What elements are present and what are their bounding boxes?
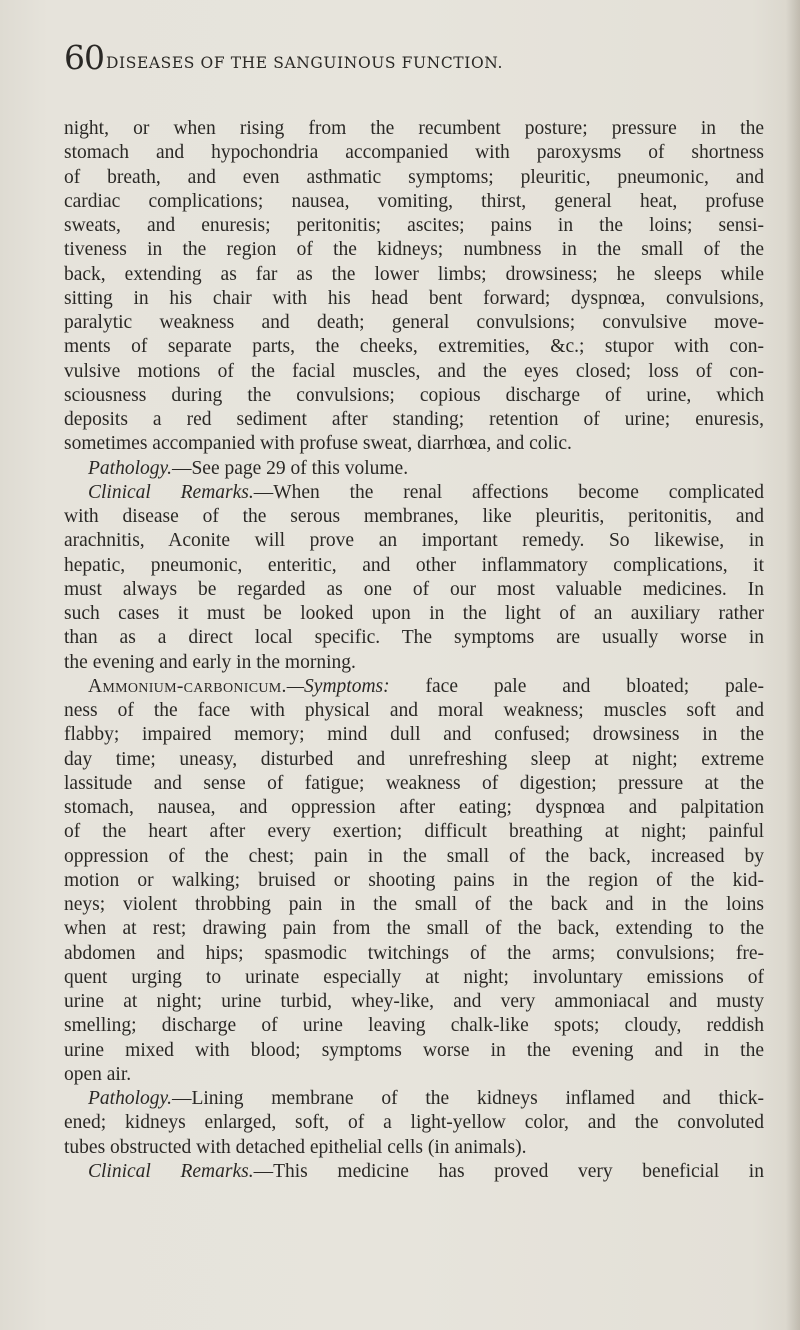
- text-line: tubes obstructed with detached epithelial cells (in animals).: [64, 1136, 527, 1158]
- text-line: cardiac complications; nausea, vomiting, thirst, general heat, profuse: [64, 190, 764, 212]
- clinical-remarks-first-line: [64, 1160, 764, 1184]
- text-line: neys; violent throbbing pain in the small of the back and in the loins: [64, 894, 764, 915]
- text-line: paralytic weakness and death; general convulsions; convulsive move-: [64, 312, 764, 333]
- text-line: must always be regarded as one of our most valuable medicines. In: [64, 578, 764, 600]
- text-line: ness of the face with physical and moral weakness; muscles soft and: [64, 700, 764, 721]
- pathology-text: —See page 29 of this volume.: [171, 457, 409, 479]
- page-edge-shadow: [786, 0, 800, 1330]
- text-line: hepatic, pneumonic, enteritic, and other inflammatory complications, it: [64, 554, 764, 576]
- symptoms-text: face pale and bloated; pale-: [389, 675, 764, 697]
- text-line: tiveness in the region of the kidneys; numbness in the small of the: [64, 239, 764, 261]
- text-line: urine mixed with blood; symptoms worse in the evening and in the: [64, 1039, 764, 1061]
- remedy-name: Ammonium-carbonicum.: [88, 675, 287, 697]
- text-line: ened; kidneys enlarged, soft, of a light-yellow color, and the convoluted: [64, 1112, 764, 1134]
- text-line: lassitude and sense of fatigue; weakness of digestion; pressure at the: [64, 772, 764, 794]
- remedy-first-line: [64, 675, 764, 699]
- clinical-remarks-heading: Clinical Remarks.: [88, 481, 254, 503]
- pathology-heading: Pathology.: [88, 457, 172, 479]
- text-line: back, extending as far as the lower limbs; drowsiness; he sleeps while: [64, 263, 764, 285]
- clinical-remarks-text: —This medicine has proved very beneficial in: [253, 1160, 764, 1182]
- running-head: DISEASES OF THE SANGUINOUS FUNCTION.: [106, 54, 503, 72]
- symptoms-heading: —Symptoms:: [286, 675, 390, 697]
- text-line: quent urging to urinate especially at night; involuntary emissions of: [64, 966, 764, 988]
- page-header: [64, 38, 754, 78]
- clinical-remarks-first-line: [64, 481, 764, 505]
- pathology-first-line: [64, 1087, 764, 1111]
- text-line: flabby; impaired memory; mind dull and confused; drowsiness in the: [64, 724, 764, 746]
- text-line: night, or when rising from the recumbent posture; pressure in the: [64, 118, 764, 139]
- text-line: arachnitis, Aconite will prove an important remedy. So likewise, in: [64, 530, 764, 552]
- pathology-paragraph: [64, 457, 764, 481]
- text-line: of the heart after every exertion; difficult breathing at night; painful: [64, 821, 764, 843]
- text-line: stomach, nausea, and oppression after eating; dyspnœa and palpitation: [64, 797, 764, 818]
- text-line: than as a direct local specific. The symptoms are usually worse in: [64, 627, 764, 649]
- text-line: smelling; discharge of urine leaving chalk-like spots; cloudy, reddish: [64, 1015, 764, 1037]
- text-line: sweats, and enuresis; peritonitis; ascites; pains in the loins; sensi-: [64, 215, 764, 236]
- text-line: such cases it must be looked upon in the light of an auxiliary rather: [64, 603, 764, 624]
- pathology-text: —Lining membrane of the kidneys inflamed and thick-: [171, 1088, 764, 1109]
- clinical-remarks-text: —When the renal affections become complicated: [253, 481, 764, 503]
- text-line: open air.: [64, 1063, 132, 1085]
- text-line: urine at night; urine turbid, whey-like, and very ammoniacal and musty: [64, 991, 764, 1012]
- text-line: with disease of the serous membranes, like pleuritis, peritonitis, and: [64, 506, 764, 527]
- body-text: [64, 117, 764, 1184]
- text-line: abdomen and hips; spasmodic twitchings of the arms; convulsions; fre-: [64, 942, 764, 964]
- text-line: of breath, and even asthmatic symptoms; pleuritic, pneumonic, and: [64, 166, 764, 188]
- text-line: deposits a red sediment after standing; retention of urine; enuresis,: [64, 409, 764, 430]
- page-number: 60: [64, 38, 104, 77]
- text-line: stomach and hypochondria accompanied with paroxysms of shortness: [64, 142, 764, 164]
- text-line: oppression of the chest; pain in the small of the back, increased by: [64, 845, 764, 867]
- text-line: day time; uneasy, disturbed and unrefreshing sleep at night; extreme: [64, 748, 764, 770]
- text-line: the evening and early in the morning.: [64, 651, 356, 673]
- text-line: motion or walking; bruised or shooting pains in the region of the kid-: [64, 869, 764, 891]
- clinical-remarks-heading: Clinical Remarks.: [88, 1160, 254, 1182]
- text-line: ments of separate parts, the cheeks, extremities, &c.; stupor with con-: [64, 336, 764, 358]
- pathology-heading: Pathology.: [88, 1088, 172, 1109]
- text-line: sitting in his chair with his head bent forward; dyspnœa, convulsions,: [64, 287, 764, 309]
- text-line: vulsive motions of the facial muscles, and the eyes closed; loss of con-: [64, 360, 764, 382]
- text-line: sometimes accompanied with profuse sweat, diarrhœa, and colic.: [64, 433, 572, 455]
- text-line: when at rest; drawing pain from the small of the back, extending to the: [64, 918, 764, 940]
- text-line: sciousness during the convulsions; copious discharge of urine, which: [64, 384, 764, 406]
